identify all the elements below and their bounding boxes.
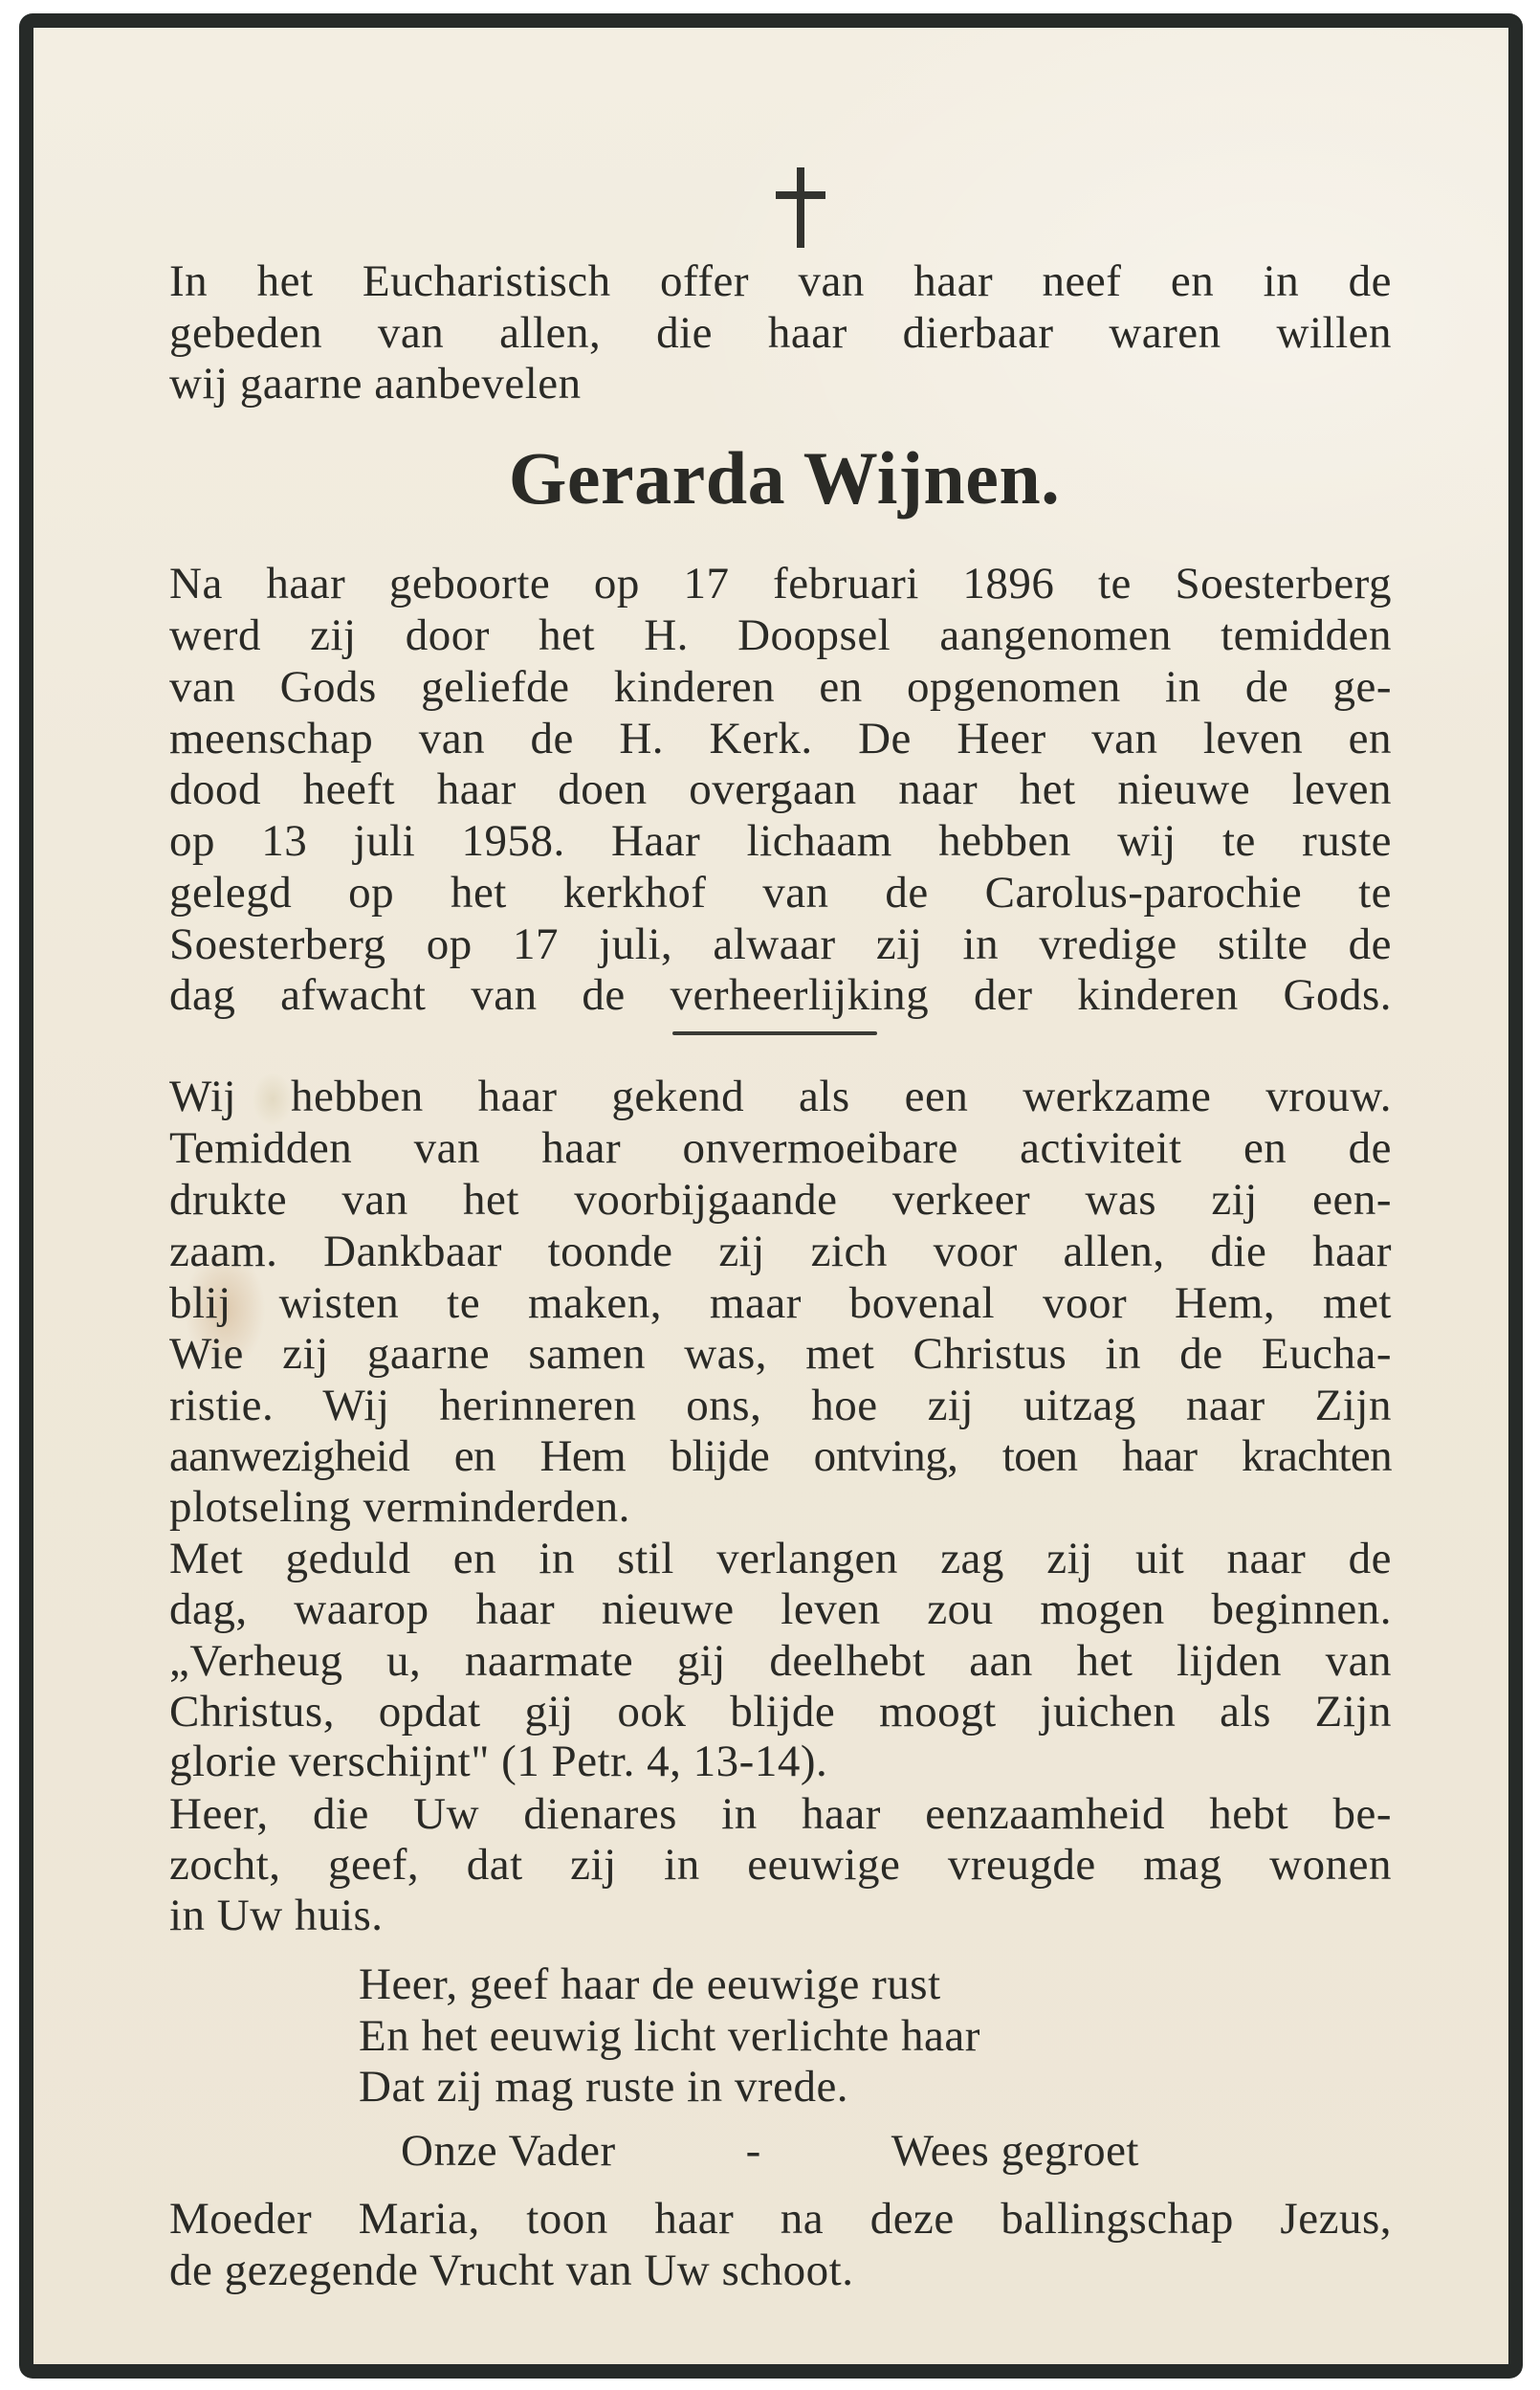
hope-line: dag, waarop haar nieuwe leven zou mogen beginnen. bbox=[169, 1584, 1392, 1634]
prayer-onze-vader: Onze Vader bbox=[401, 2126, 616, 2176]
remembrance-line: Wij hebben haar gekend als een werkzame vrouw. bbox=[169, 1072, 1392, 1121]
stanza-line: Dat zij mag ruste in vrede. bbox=[359, 2062, 849, 2112]
prayer-line: zocht, geef, dat zij in eeuwige vreugde mag wonen bbox=[169, 1840, 1392, 1890]
hope-line: Met geduld en in stil verlangen zag zij uit naar de bbox=[169, 1534, 1392, 1583]
cross-icon bbox=[776, 167, 825, 248]
remembrance-line: plotseling verminderden. bbox=[169, 1482, 630, 1532]
prayer-line: in Uw huis. bbox=[169, 1891, 384, 1940]
remembrance-line: zaam. Dankbaar toonde zij zich voor allen, die haar bbox=[169, 1227, 1392, 1276]
remembrance-line: aanwezigheid en Hem blijde ontving, toen haar krachten bbox=[169, 1431, 1392, 1481]
prayers-line bbox=[401, 2125, 1139, 2177]
hope-line: glorie verschijnt" (1 Petr. 4, 13-14). bbox=[169, 1737, 828, 1786]
biography-line: dag afwacht van de verheerlijking der kinderen Gods. bbox=[169, 970, 1392, 1020]
biography-line: op 13 juli 1958. Haar lichaam hebben wij te ruste bbox=[169, 816, 1392, 866]
biography-line: Na haar geboorte op 17 februari 1896 te Soesterberg bbox=[169, 559, 1392, 609]
prayer-line: Heer, die Uw dienares in haar eenzaamheid hebt be- bbox=[169, 1789, 1392, 1839]
intro-line: In het Eucharistisch offer van haar neef en in de bbox=[169, 256, 1392, 306]
prayer-separator: - bbox=[745, 2126, 761, 2176]
intro-line: gebeden van allen, die haar dierbaar waren willen bbox=[169, 308, 1392, 358]
deceased-name: Gerarda Wijnen. bbox=[508, 436, 1061, 520]
remembrance-line: Temidden van haar onvermoeibare activiteit en de bbox=[169, 1123, 1392, 1173]
remembrance-line: blij wisten te maken, maar bovenal voor Hem, met bbox=[169, 1278, 1392, 1328]
biography-line: Soesterberg op 17 juli, alwaar zij in vredige stilte de bbox=[169, 919, 1392, 969]
remembrance-line: ristie. Wij herinneren ons, hoe zij uitzag naar Zijn bbox=[169, 1381, 1392, 1430]
intro-line: wij gaarne aanbevelen bbox=[169, 359, 582, 409]
stanza-line: En het eeuwig licht verlichte haar bbox=[359, 2011, 980, 2061]
closing-line: Moeder Maria, toon haar na deze ballingschap Jezus, bbox=[169, 2194, 1392, 2244]
hope-line: Christus, opdat gij ook blijde moogt juichen als Zijn bbox=[169, 1687, 1392, 1737]
hope-line: „Verheug u, naarmate gij deelhebt aan het lijden van bbox=[169, 1636, 1392, 1686]
prayer-wees-gegroet: Wees gegroet bbox=[891, 2126, 1139, 2176]
remembrance-line: Wie zij gaarne samen was, met Christus in de Eucha- bbox=[169, 1329, 1392, 1379]
memorial-card bbox=[19, 13, 1523, 2379]
section-divider bbox=[672, 1031, 877, 1035]
biography-line: van Gods geliefde kinderen en opgenomen in de ge- bbox=[169, 662, 1392, 712]
biography-line: gelegd op het kerkhof van de Carolus-parochie te bbox=[169, 868, 1392, 918]
biography-line: dood heeft haar doen overgaan naar het nieuwe leven bbox=[169, 764, 1392, 814]
biography-line: werd zij door het H. Doopsel aangenomen temidden bbox=[169, 610, 1392, 660]
remembrance-line: drukte van het voorbijgaande verkeer was zij een- bbox=[169, 1175, 1392, 1225]
stanza-line: Heer, geef haar de eeuwige rust bbox=[359, 1959, 941, 2009]
biography-line: meenschap van de H. Kerk. De Heer van leven en bbox=[169, 714, 1392, 763]
closing-line: de gezegende Vrucht van Uw schoot. bbox=[169, 2246, 854, 2295]
